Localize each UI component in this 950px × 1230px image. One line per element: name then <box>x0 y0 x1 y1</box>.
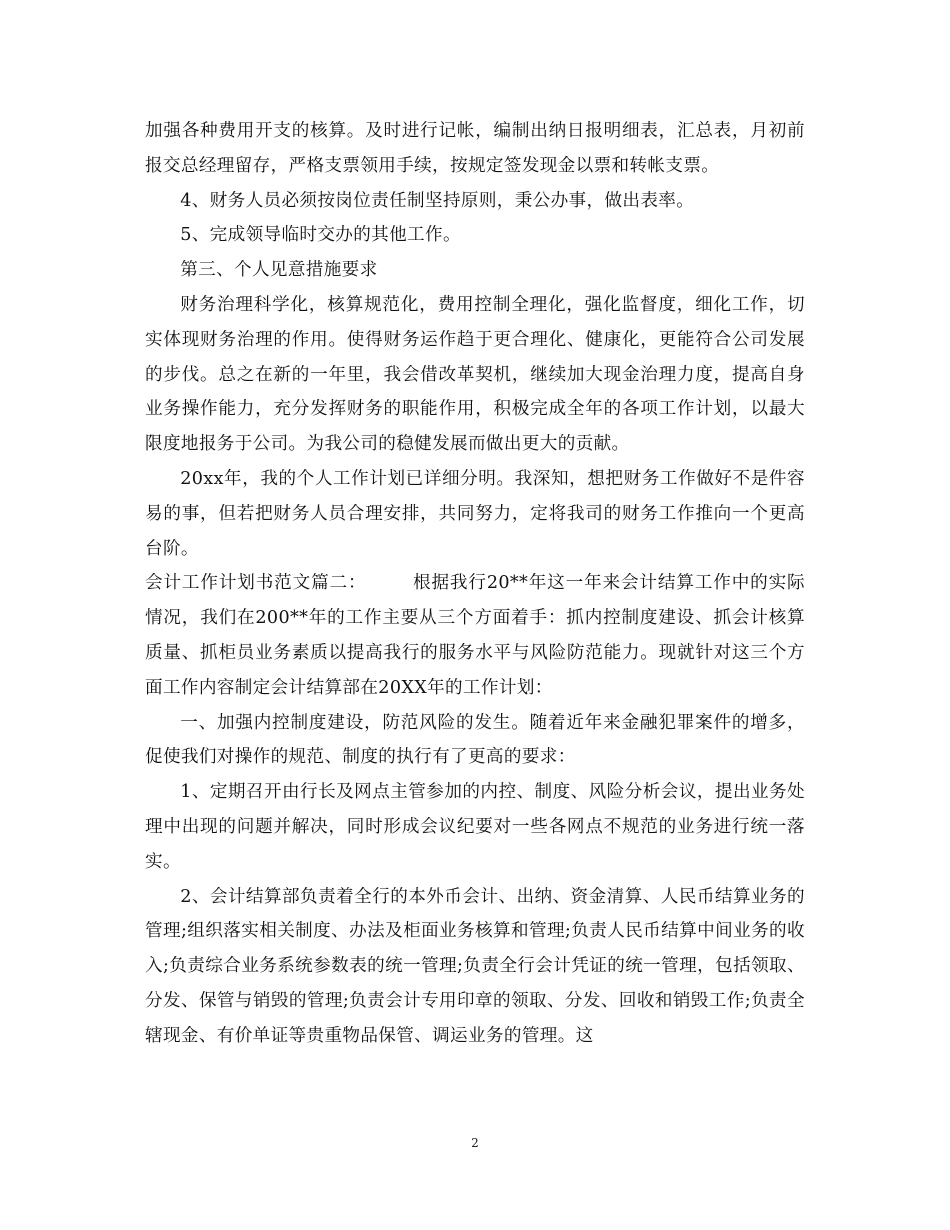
paragraph-10: 2、会计结算部负责着全行的本外币会计、出纳、资金清算、人民币结算业务的管理;组织落实相关制度、办法及柜面业务核算和管理;负责人民币结算中间业务的收入;负责综合业务系统参数表的统一管理;负责全行会计凭证的统一管理，包括领取、分发、保管与销毁的管理;负责会计专用印章的领取、分发、回收和销毁工作;负责全辖现金、有价单证等贵重物品保管、调运业务的管理。这 <box>145 886 805 1046</box>
paragraph-8: 一、加强内控制度建设，防范风险的发生。随着近年来金融犯罪案件的增多，促使我们对操作的规范、制度的执行有了更高的要求： <box>145 712 805 768</box>
page-number: 2 <box>471 1136 479 1150</box>
paragraph-1: 加强各种费用开支的核算。及时进行记帐，编制出纳日报明细表，汇总表，月初前报交总经理留存，严格支票领用手续，按规定签发现金以票和转帐支票。 <box>145 121 805 176</box>
paragraph-7: 会计工作计划书范文篇二： 根据我行20**年这一年来会计结算工作中的实际情况，我们在200**年的工作主要从三个方面着手：抓内控制度建设、抓会计核算质量、抓柜员业务素质以提高我行的服务水平与风险防范能力。现就针对这三个方面工作内容制定会计结算部在20XX年的工作计划： <box>145 573 805 698</box>
paragraph-9: 1、定期召开由行长及网点主管参加的内控、制度、风险分析会议，提出业务处理中出现的问题并解决，同时形成会议纪要对一些各网点不规范的业务进行统一落实。 <box>145 782 805 872</box>
paragraph-3: 5、完成领导临时交办的其他工作。 <box>180 225 461 246</box>
paragraph-5: 财务治理科学化，核算规范化，费用控制全理化，强化监督度，细化工作，切实体现财务治理的作用。使得财务运作趋于更合理化、健康化，更能符合公司发展的步伐。总之在新的一年里，我会借改革契机，继续加大现金治理力度，提高自身业务操作能力，充分发挥财务的职能作用，积极完成全年的各项工作计划，以最大限度地报务于公司。为我公司的稳健发展而做出更大的贡献。 <box>145 294 805 455</box>
section-heading: 第三、个人见意措施要求 <box>180 260 378 281</box>
paragraph-6: 20xx年，我的个人工作计划已详细分明。我深知，想把财务工作做好不是件容易的事，但若把财务人员合理安排，共同努力，定将我司的财务工作推向一个更高台阶。 <box>145 468 805 559</box>
body-text <box>145 114 805 1054</box>
paragraph-2: 4、财务人员必须按岗位责任制坚持原则，秉公办事，做出表率。 <box>180 190 695 211</box>
